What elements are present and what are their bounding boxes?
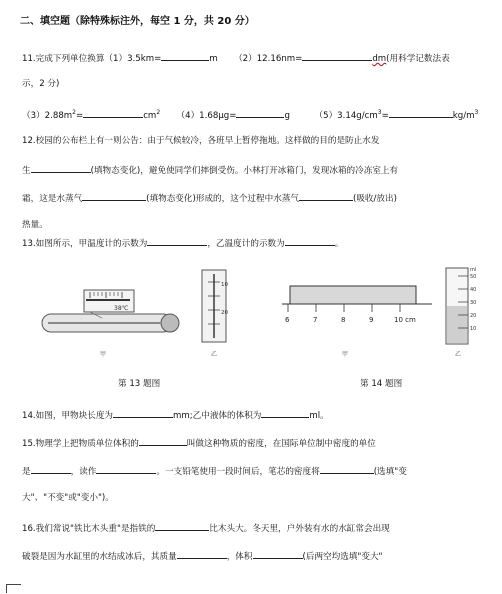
q11-dm-unit: dm (372, 54, 387, 64)
q15-line3: 大"、"不变"或"变小")。 (22, 493, 114, 503)
ruler-tick-7: 7 (313, 316, 318, 324)
ruler-tick-8: 8 (341, 316, 346, 324)
fig14-jia-label: 甲 (342, 351, 349, 358)
q14-line (22, 408, 329, 422)
ruler-tick-6: 6 (285, 316, 290, 324)
q15-line2 (22, 464, 407, 478)
q12-blank2[interactable] (82, 191, 146, 201)
ruler-tick-10cm: 10 cm (394, 316, 416, 324)
q16-blank3[interactable] (253, 549, 303, 559)
q12-blank3[interactable] (299, 191, 353, 201)
cyl-tick-50: 50 (470, 274, 477, 280)
q12-line1: 12.校园的公布栏上有一则公告：由于气候较冷，各班早上暂停拖地。这样做的目的是防止水发 (22, 136, 380, 146)
page-corner-mark (6, 584, 21, 593)
q15-blank2[interactable] (31, 464, 71, 474)
q15-line2-pre: 是 (22, 467, 31, 477)
q11-kgm-exp: 3 (474, 109, 479, 116)
q12-line2 (22, 163, 398, 177)
q16-line2-post: (后两空均选填"变大" (302, 552, 383, 562)
q11-unit1: m (209, 54, 218, 64)
fig13-jia-label: 甲 (100, 351, 107, 358)
q11-kgm: kg/m (452, 110, 475, 121)
q11-blank3[interactable] (83, 108, 143, 118)
caption-13: 第 13 题图 (118, 379, 161, 389)
q11-p3: （3）2.88m (22, 110, 73, 121)
q14-blank1[interactable] (113, 408, 173, 418)
q11-p5: （5）3.14g/cm (314, 110, 378, 121)
q16-line2 (22, 549, 383, 563)
q11-line2: 示，2 分) (22, 79, 60, 89)
q11-p5-eq: = (381, 110, 389, 121)
q14-end: ml。 (309, 411, 329, 421)
q15-line1-post: 叫做这种物质的密度，在国际单位制中密度的单位 (186, 439, 376, 449)
q16-blank1[interactable] (155, 521, 209, 531)
q15-line1-pre: 15.物理学上把物质单位体积的 (22, 439, 139, 449)
thermometer-jia (42, 314, 179, 332)
q11-part2-post: (用科学记数法表 (386, 54, 450, 64)
q11-cm-exp: 2 (156, 109, 161, 116)
q14-mid: mm;乙中液体的体积为 (173, 411, 262, 421)
q15-line2-a: ，读作 (70, 467, 97, 477)
cyl-tick-10: 10 (470, 326, 477, 332)
therm-label: 38℃ (114, 305, 129, 312)
cyl-tick-20: 20 (470, 313, 477, 319)
q11-p4: （4）1.68μg= (176, 110, 237, 121)
tube-tick-10: 10 (221, 282, 228, 288)
q13-pre: 13.如图所示，甲温度计的示数为 (22, 239, 148, 249)
q11-part2: （2）12.16nm= (234, 54, 303, 64)
q11-blank2[interactable] (302, 51, 372, 61)
ruler (282, 304, 432, 324)
q11-cm: cm (143, 110, 157, 121)
figure-13-thermometers (30, 262, 240, 362)
tube-tick-20: 20 (221, 310, 228, 316)
q11-blank1[interactable] (161, 51, 209, 61)
q15-line2-c: (选填"变 (373, 467, 407, 477)
q12-line3-pre: 霜，这是水蒸气 (22, 194, 83, 204)
q11-p3-exp: 2 (72, 109, 76, 116)
q12-line3-mid: (填物态变化)形成的，这个过程中水蒸气 (146, 194, 299, 204)
ruler-tick-9: 9 (369, 316, 374, 324)
q16-line1 (22, 521, 390, 535)
q12-line2-pre: 生 (22, 166, 31, 176)
caption-14: 第 14 题图 (360, 379, 403, 389)
q11-blank5[interactable] (389, 108, 453, 118)
q11-p5-exp: 3 (377, 109, 382, 116)
section-title: 二、填空题（除特殊标注外，每空 1 分，共 20 分） (20, 16, 255, 27)
block-jia (290, 286, 416, 304)
q13-blank2[interactable] (285, 236, 335, 246)
q16-line2-mid: ，体积 (226, 552, 253, 562)
fig14-yi-label: 乙 (455, 351, 462, 358)
q14-pre: 14.如图，甲物块长度为 (22, 411, 114, 421)
cyl-unit: ml (470, 267, 477, 273)
q11-g: g (284, 110, 290, 121)
q11-line3 (22, 107, 478, 122)
q12-line2-post: (填物态变化)，避免使同学们摔倒受伤。小林打开冰箱门，发现冰箱的冷冻室上有 (90, 166, 399, 176)
q11-line1 (22, 51, 450, 65)
q12-line3 (22, 191, 397, 205)
cyl-tick-30: 30 (470, 300, 477, 306)
q16-line1-pre: 16.我们常说"铁比木头重"是指铁的 (22, 524, 156, 534)
q15-blank1[interactable] (139, 436, 187, 446)
q11-intro: 11.完成下列单位换算（1）3.5km= (22, 54, 162, 64)
q16-line2-pre: 破裂是因为水缸里的水结成冰后，其质量 (22, 552, 177, 562)
fig13-yi-label: 乙 (211, 351, 218, 358)
measuring-cylinder (446, 267, 476, 344)
q16-blank2[interactable] (177, 549, 227, 559)
q12-blank1[interactable] (31, 163, 91, 173)
q11-p3-eq: = (76, 110, 84, 121)
q15-line1 (22, 436, 376, 450)
cyl-tick-40: 40 (470, 287, 477, 293)
figure-14-ruler-cylinder (272, 262, 482, 362)
q14-blank2[interactable] (261, 408, 309, 418)
q13-blank1[interactable] (147, 236, 207, 246)
q16-line1-post: 比木头大。冬天里，户外装有水的水缸常会出现 (209, 524, 390, 534)
q15-blank4[interactable] (320, 464, 374, 474)
thermometer-yi (202, 270, 228, 342)
q13-line (22, 236, 343, 250)
q12-line3-post: (吸收/放出) (352, 194, 397, 204)
q15-line2-b: 。一支铅笔使用一段时间后，笔芯的密度将 (156, 467, 320, 477)
q12-line4: 热量。 (22, 220, 48, 230)
q13-end: 。 (334, 239, 344, 249)
q11-blank4[interactable] (236, 108, 284, 118)
q15-blank3[interactable] (96, 464, 156, 474)
q13-mid: ，乙温度计的示数为 (207, 239, 285, 249)
